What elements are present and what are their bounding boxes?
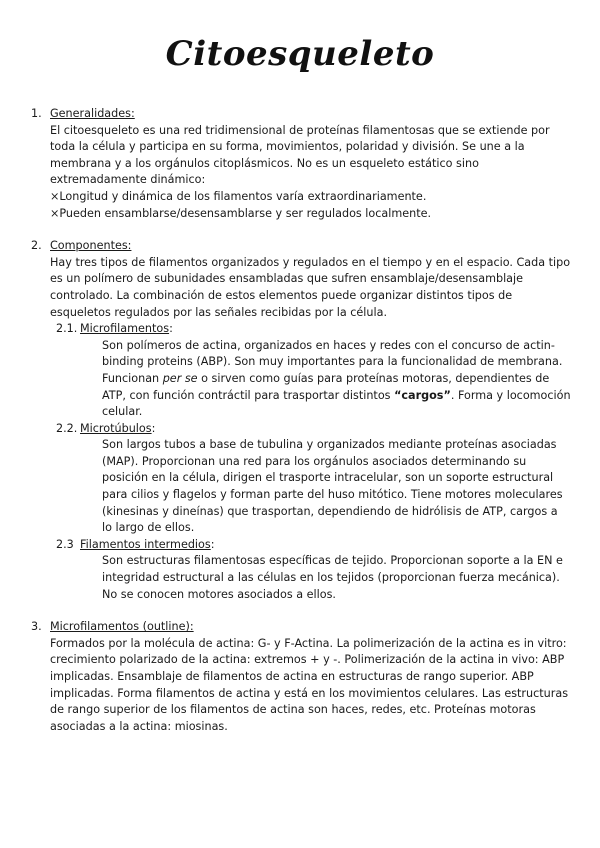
section-paragraph: Hay tres tipos de filamentos organizados y regulados en el tiempo y en el espacio. Cada tipo es un polímero de subunidades ensambladas que sufren ensamblaje/desensamblaje controlado. La combinación de estos elementos puede organizar distintos tipos de esqueletos regulados por las señales recibidas por la célula. <box>50 255 571 319</box>
section-heading: Generalidades: <box>50 107 135 120</box>
section-componentes <box>31 238 571 603</box>
section-paragraph: El citoesqueleto es una red tridimensional de proteínas filamentosas que se extiende por toda la célula y participa en su forma, movimientos, polaridad y división. Se une a la membrana y a los orgánulos citoplásmicos. No es un esqueleto estático sino extremadamente dinámico: <box>50 123 550 187</box>
subsection-heading: Microfilamentos <box>80 322 170 336</box>
bullet-item: ×Pueden ensamblarse/desensamblarse y ser regulados localmente. <box>50 206 432 220</box>
section-number: 2. <box>31 239 42 253</box>
subsection-microtubulos <box>56 421 571 537</box>
subsection-number: 2.2. <box>56 421 78 435</box>
subsection-colon: : <box>210 537 215 551</box>
document-body <box>31 106 571 735</box>
page-title: Citoesqueleto <box>165 34 435 74</box>
section-microfilamentos-outline <box>31 619 571 735</box>
bold-term: “cargos” <box>394 388 451 402</box>
subsection-paragraph: Son estructuras filamentosas específicas de tejido. Proporcionan soporte a la EN e integridad estructural a las células en los tejidos (proporcionan fuerza mecánica). No se conocen motores asociados a ellos. <box>102 554 563 601</box>
subsection-microfilamentos <box>56 321 571 421</box>
section-paragraph: Formados por la molécula de actina: G- y F-Actina. La polimerización de la actina es in vitro: crecimiento polarizado de la actina: extremos + y -. Polimerización de la actina in vivo: ABP implicadas. Ensamblaje de filamentos de actina en estructuras de rango superior. ABP implicadas. Forma filamentos de actina y está en los movimientos celulares. Las estructuras de rango superior de los filamentos de actina son haces, redes, etc. Proteínas motoras asociadas a la actina: miosinas. <box>50 636 569 733</box>
subsection-heading: Microtúbulos <box>80 421 152 435</box>
subsection-filamentos-intermedios <box>56 537 571 603</box>
section-number: 3. <box>31 620 42 634</box>
subsection-paragraph: Son largos tubos a base de tubulina y organizados mediante proteínas asociadas (MAP). Proporcionan una red para los orgánulos asociados determinando su posición en la célula, dirigen el trasporte intracelular, son un soporte estructural para cilios y flagelos y forman parte del huso mitótico. Tiene motores moleculares (kinesinas y dineínas) que trasportan, dependiendo de hidrólisis de ATP, cargos a lo largo de ellos. <box>102 438 563 535</box>
subsection-number: 2.1. <box>56 322 78 336</box>
subsection-paragraph: Son polímeros de actina, organizados en haces y redes con el concurso de actin-binding proteins (ABP). Son muy importantes para la funcionalidad de membrana. Funcionan per se o sirven como guías para proteínas motoras, dependientes de ATP, con función contráctil para trasportar distintos “cargos”. Forma y locomoción celular. <box>102 338 571 419</box>
section-heading: Componentes: <box>50 239 132 253</box>
subsection-heading: Filamentos intermedios <box>80 537 211 551</box>
subsection-colon: : <box>151 421 156 435</box>
bullet-item: ×Longitud y dinámica de los filamentos varía extraordinariamente. <box>50 189 427 203</box>
subsection-number: 2.3 <box>56 537 74 551</box>
section-generalidades <box>31 106 571 222</box>
italic-term: per se <box>162 371 198 385</box>
section-heading: Microfilamentos (outline): <box>50 620 194 634</box>
subsection-colon: : <box>169 322 173 336</box>
section-number: 1. <box>31 107 42 120</box>
